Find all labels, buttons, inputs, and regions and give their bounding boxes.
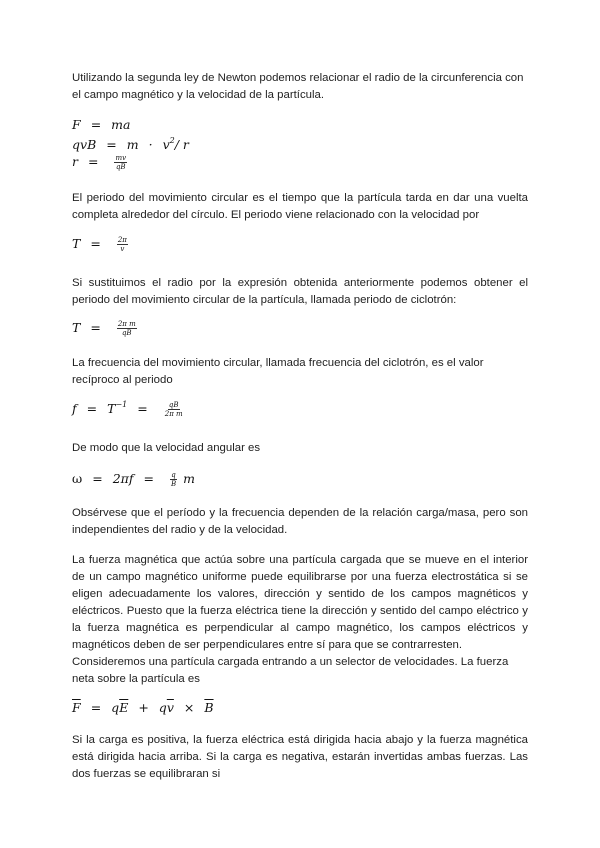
paragraph-angular-velocity: De modo que la velocidad angular es <box>72 442 261 454</box>
fraction: $\frac{q}{B}$ <box>170 471 177 488</box>
equation-force: F = ma <box>72 117 131 132</box>
equation-period-v: T = $\frac{2\pi}{v}$ <box>72 236 127 253</box>
paragraph-period: El periodo del movimiento circular es el tiempo que la partícula tarda en dar una vuelta completa alrededor del círculo. El periodo viene relacionado con la velocidad por <box>72 192 528 221</box>
equation-frequency: $f = T^{-1}$ = $\frac{qB}{\text{2π m}}$ <box>72 400 183 418</box>
paragraph-velocity-selector: Consideremos una partícula cargada entrando a un selector de velocidades. La fuerza neta sobre la partícula es <box>72 656 509 685</box>
equation-net-force: $\overline{F} = q\overline{E} + q\overline{v} \times \overline{B}$ <box>72 700 214 715</box>
equation-qvb: qvB = $m \cdot v^2/$ r <box>72 136 189 152</box>
paragraph-cyclotron-period: Si sustituimos el radio por la expresión obtenida anteriormente podemos obtener el periodo del movimiento circular de la partícula, llamada periodo de ciclotrón: <box>72 277 528 306</box>
fraction: $\frac{qB}{\text{2π m}}$ <box>164 401 183 418</box>
fraction: $\frac{2\pi}{v}$ <box>117 236 127 253</box>
paragraph-frequency: La frecuencia del movimiento circular, llamada frecuencia del ciclotrón, es el valor recíproco al periodo <box>72 357 484 386</box>
paragraph-observe: Obsérvese que el período y la frecuencia dependen de la relación carga/masa, pero son independientes del radio y de la velocidad. <box>72 507 528 536</box>
paragraph-charge-sign: Si la carga es positiva, la fuerza eléctrica está dirigida hacia abajo y la fuerza magnética está dirigida hacia arriba. Si la carga es negativa, estarán invertidas ambas fuerzas. Las dos fuerzas se equilibraran si <box>72 734 528 780</box>
equation-cyclotron-period: T = $\frac{\text{2π m}}{qB}$ <box>72 320 136 337</box>
fraction: $\frac{mv}{qB}$ <box>115 154 127 171</box>
equation-radius: r = $\frac{mv}{qB}$ <box>72 154 127 171</box>
fraction: $\frac{\text{2π m}}{qB}$ <box>117 320 136 337</box>
paragraph-magnetic-force: La fuerza magnética que actúa sobre una partícula cargada que se mueve en el interior de un campo magnético uniforme puede equilibrarse por una fuerza electrostática si se eligen adecuadamente los valores, dirección y sentido de los campos magnéticos y eléctricos. Puesto que la fuerza eléctrica tiene la dirección y sentido del campo eléctrico y la fuerza magnética es perpendicular al campo magnético, los campos eléctricos y magnéticos deben de ser perpendiculares entre sí para que se contrarresten. <box>72 554 528 651</box>
equation-angular-velocity: ω = 2πf = $\frac{q}{B}$ m <box>72 471 195 488</box>
paragraph-newton: Utilizando la segunda ley de Newton podemos relacionar el radio de la circunferencia con el campo magnético y la velocidad de la partícula. <box>72 72 524 101</box>
